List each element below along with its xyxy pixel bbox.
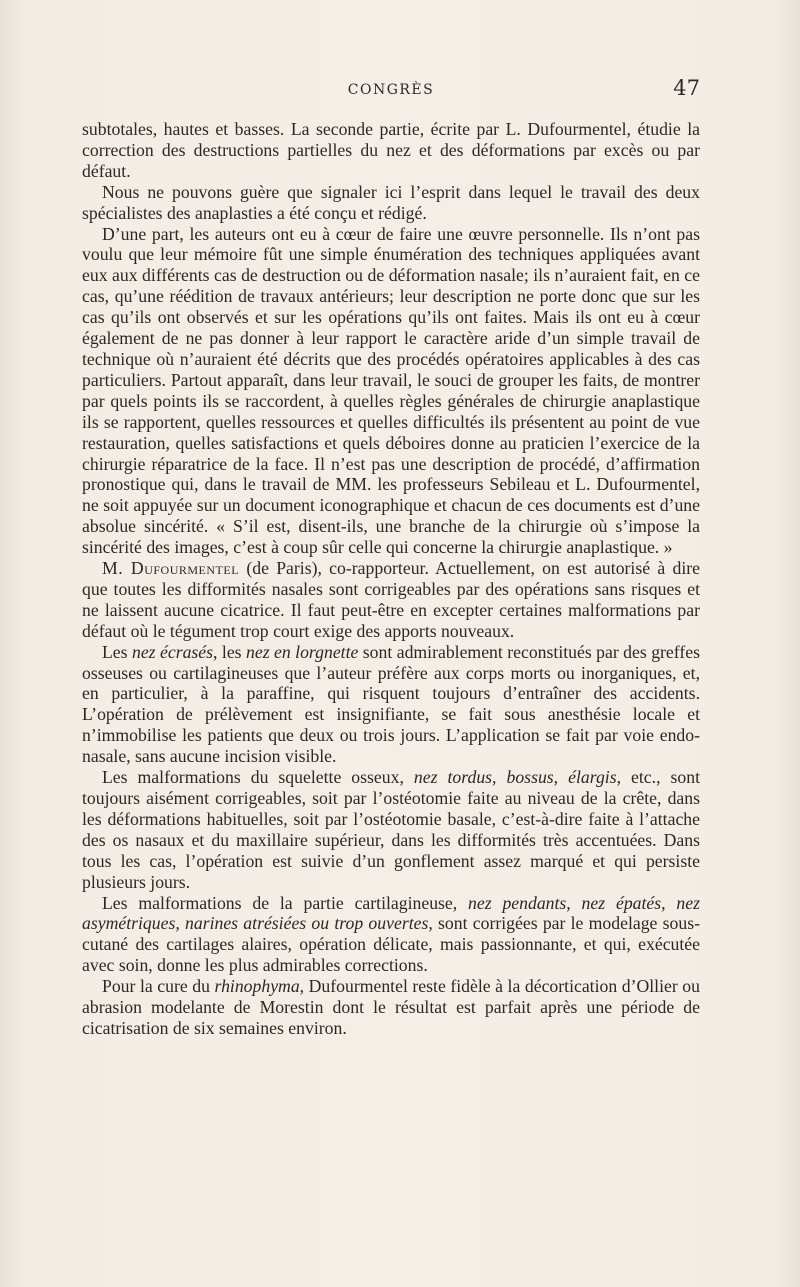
paragraph-text: , etc., sont toujours aisément corrigeables, soit par l’ostéotomie faite au niveau de la crête, dans les déformations habituelles, soit par l’ostéotomie basale, c’est-à-dire faite à l’attache des os nasaux et du maxillaire supérieur, dans les difformités très accentuées. Dans tous les cas, l’opération est suivie d’un gonflement assez marqué et qui persiste plusieurs jours. (82, 767, 700, 892)
paragraph (82, 893, 700, 977)
page-header (82, 76, 700, 106)
paragraph (82, 558, 700, 642)
paragraph (82, 224, 700, 559)
paragraph-lead: Les malformations de la partie cartilagineuse, (102, 892, 469, 913)
paragraph-lead: Les (102, 641, 132, 662)
paragraph-mid: , les (213, 641, 246, 662)
paragraph-lead: Pour la cure du (102, 976, 215, 997)
paragraph-text: Nous ne pouvons guère que signaler ici l’esprit dans lequel le travail des deux spécialistes des anaplasties a été conçu et rédigé. (82, 181, 700, 223)
italic-term: nez pendants, nez épatés, nez asymétriques, narines atrésiées ou trop ouvertes (82, 892, 700, 934)
paragraph (82, 642, 700, 767)
italic-term: nez en lorgnette (246, 641, 359, 662)
running-head: CONGRÈS (347, 82, 435, 98)
paragraph-text: subtotales, hautes et basses. La seconde partie, écrite par L. Dufourmentel, étudie la correction des destructions partielles du nez et des déformations par excès ou par défaut. (82, 119, 700, 181)
paragraph-text: D’une part, les auteurs ont eu à cœur de faire une œuvre personnelle. Ils n’ont pas voulu que leur mémoire fût une simple énumération des techniques appliquées avant eux aux différents cas de destruction ou de déformation nasale; ils n’auraient fait, en ce cas, qu’une réédition de travaux antérieurs; leur description ne porte donc que sur les cas qu’ils ont observés et sur les opérations qu’ils ont faites. Mais ils ont eu à cœur également de ne pas donner à leur rapport le caractère aride d’un simple travail de technique où n’auraient été décrits que des procédés opératoires applicables à des cas particuliers. Partout apparaît, dans leur travail, le souci de grouper les faits, de montrer par quels points ils se raccordent, à quelles règles générales de chirurgie anaplastique ils se rapportent, quelles ressources et quelles difficultés ils présentent au point de vue restauration, quelles satisfactions et quels déboires donne au praticien l’exercice de la chirurgie réparatrice de la face. Il n’est pas une description de procédé, d’affirmation pronostique qui, dans le travail de MM. les professeurs Sebileau et L. Dufourmentel, ne soit appuyée sur un document iconographique et chacun de ces documents est d’une absolue sincérité. « S’il est, disent-ils, une branche de la chirurgie où s’impose la sincérité des images, c’est à coup sûr celle qui concerne la chirurgie anaplastique. » (82, 223, 700, 558)
italic-term: rhinophyma (214, 976, 300, 997)
speaker-name: M. Dufourmentel (102, 558, 240, 579)
paragraph-text: (de Paris), co-rapporteur. Actuellement, on est autorisé à dire que toutes les difformités nasales sont corrigeables par des opérations sans risques et ne laissent aucune cicatrice. Il faut peut-être en excepter certaines malformations par défaut où le tégument trop court exige des apports nouveaux. (82, 558, 700, 641)
paragraph (82, 767, 700, 892)
paragraph (82, 976, 700, 1039)
paragraph-text: sont admirablement reconstitués par des greffes osseuses ou cartilagineuses que l’auteur préfère aux corps morts ou inorganiques, et, en particulier, à la paraffine, qui risquent toujours d’entraîner des accidents. L’opération de prélèvement est insignifiante, se fait sous anesthésie locale et n’immobilise les patients que deux ou trois jours. L’application se fait par voie endo-nasale, sans aucune incision visible. (82, 641, 700, 767)
italic-term: nez tordus, bossus, élargis (413, 767, 617, 788)
paragraph-text: , Dufourmentel reste fidèle à la décortication d’Ollier ou abrasion modelante de Morestin dont le résultat est parfait après une période de cicatrisation de six semaines environ. (82, 976, 700, 1038)
italic-term: nez écrasés (131, 641, 214, 662)
paragraph-text: , sont corrigées par le modelage sous-cutané des cartilages alaires, opération délicate, mais passionnante, et qui, exécutée avec soin, donne les plus admirables corrections. (82, 913, 700, 976)
paragraph (82, 119, 700, 182)
paragraph (82, 182, 700, 224)
page-number: 47 (673, 76, 700, 100)
paragraph-lead: Les malformations du squelette osseux, (102, 767, 414, 788)
body-text (82, 119, 700, 1039)
